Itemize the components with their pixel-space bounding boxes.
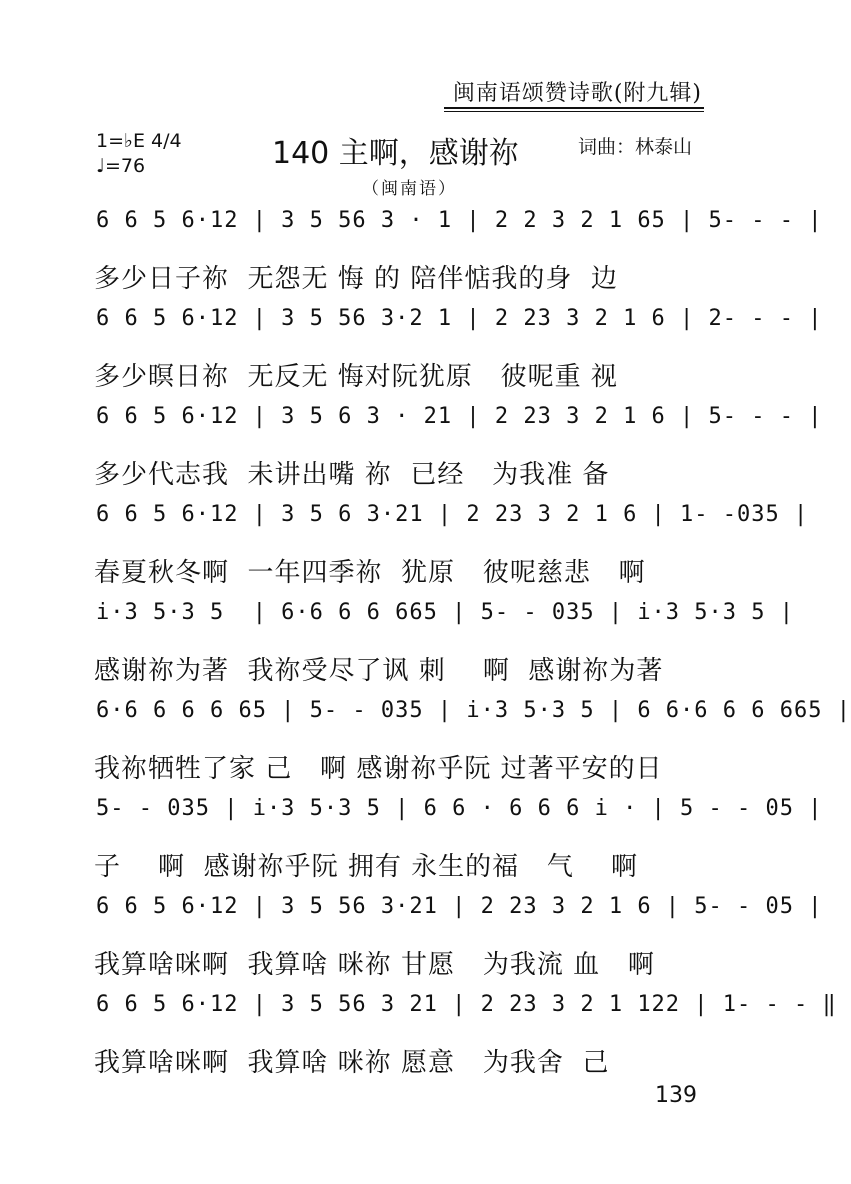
tempo-marking: ♩=76	[96, 155, 146, 177]
book-title: 闽南语颂赞诗歌(附九辑)	[452, 81, 702, 106]
lyrics-line-9: 我算啥咪啊 我算啥 咪祢 愿意 为我舍 己	[94, 1048, 610, 1078]
lyrics-line-7: 子 啊 感谢祢乎阮 拥有 永生的福 气 啊	[94, 852, 638, 882]
notation-line-1: 6 6 5 6·12 | 3 5 56 3 · 1 | 2 2 3 2 1 65 | 5- - - |	[96, 208, 823, 233]
lyrics-line-1: 多少日子祢 无怨无 悔 的 陪伴惦我的身 边	[94, 264, 618, 294]
composer-credit: 词曲：林泰山	[578, 136, 693, 158]
notation-line-5: i·3 5·3 5 | 6·6 6 6 665 | 5- - 035 | i·3 5·3 5 |	[96, 600, 795, 625]
lyrics-line-3: 多少代志我 未讲出嘴 祢 已经 为我准 备	[94, 460, 610, 490]
notation-line-4: 6 6 5 6·12 | 3 5 6 3·21 | 2 23 3 2 1 6 | 1- -035 |	[96, 502, 809, 527]
lyrics-line-8: 我算啥咪啊 我算啥 咪祢 甘愿 为我流 血 啊	[94, 950, 655, 980]
notation-line-7: 5- - 035 | i·3 5·3 5 | 6 6 · 6 6 6 i · | 5 - - 05 |	[96, 796, 823, 821]
dialect-label: （闽南语）	[362, 179, 457, 199]
notation-line-2: 6 6 5 6·12 | 3 5 56 3·2 1 | 2 23 3 2 1 6 | 2- - - |	[96, 306, 823, 331]
book-title-rule-thin	[444, 111, 704, 112]
book-title-rule	[444, 107, 704, 109]
notation-line-3: 6 6 5 6·12 | 3 5 6 3 · 21 | 2 23 3 2 1 6 | 5- - - |	[96, 404, 823, 429]
lyrics-line-5: 感谢祢为著 我祢受尽了讽 刺 啊 感谢祢为著	[94, 656, 664, 686]
page-number: 139	[655, 1083, 697, 1108]
lyrics-line-2: 多少暝日祢 无反无 悔对阮犹原 彼呢重 视	[94, 362, 618, 392]
song-title: 140 主啊，感谢祢	[272, 136, 519, 171]
key-signature: 1=♭E 4/4	[96, 130, 182, 152]
notation-line-8: 6 6 5 6·12 | 3 5 56 3·21 | 2 23 3 2 1 6 | 5- - 05 |	[96, 894, 823, 919]
lyrics-line-4: 春夏秋冬啊 一年四季祢 犹原 彼呢慈悲 啊	[94, 558, 646, 588]
lyrics-line-6: 我祢牺牲了家 己 啊 感谢祢乎阮 过著平安的日	[94, 754, 663, 784]
notation-line-6: 6·6 6 6 6 65 | 5- - 035 | i·3 5·3 5 | 6 6·6 6 6 665 |	[96, 698, 851, 723]
notation-line-9: 6 6 5 6·12 | 3 5 56 3 21 | 2 23 3 2 1 122 | 1- - - ‖	[96, 992, 837, 1017]
